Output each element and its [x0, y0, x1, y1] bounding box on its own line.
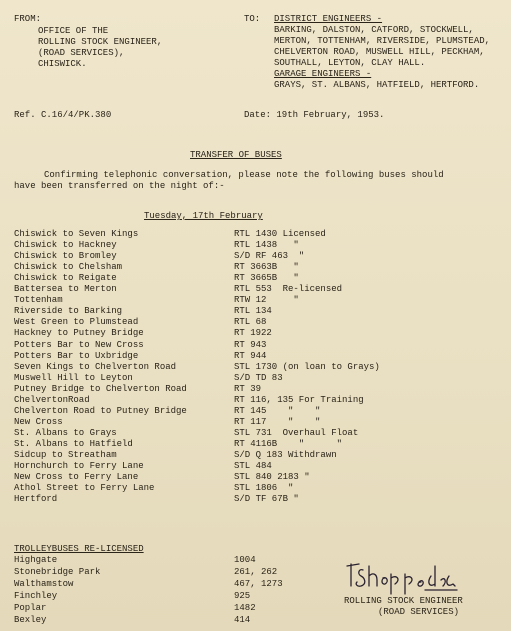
transfer-route: Seven Kings to Chelverton Road — [14, 361, 177, 372]
transfer-row — [14, 262, 504, 273]
intro-text: have been transferred on the night of:- — [14, 181, 225, 191]
signatory-title: ROLLING STOCK ENGINEER — [344, 596, 463, 606]
transfer-row — [14, 384, 504, 395]
trolleybus-number: 414 — [234, 614, 251, 625]
transfer-row — [14, 340, 504, 351]
transfer-route: Potters Bar to Uxbridge — [14, 350, 139, 361]
transfer-row — [14, 328, 504, 339]
transfer-bus: RT 944 — [234, 350, 267, 361]
transfer-bus: RTW 12 " — [234, 295, 299, 306]
transfer-row — [14, 428, 504, 439]
transfer-bus: RT 116, 135 For Training — [234, 394, 364, 405]
transfer-route: New Cross to Ferry Lane — [14, 472, 139, 483]
transfer-row — [14, 406, 504, 417]
trolleybus-depot: Bexley — [14, 614, 47, 625]
transfer-bus: STL 1730 (on loan to Grays) — [234, 361, 380, 372]
intro-text: Confirming telephonic conversation, please note the following buses should — [44, 170, 444, 180]
transfer-bus: STL 840 2183 " — [234, 472, 310, 483]
transfer-route: Riverside to Barking — [14, 306, 123, 317]
transfer-row — [14, 417, 504, 428]
from-line: CHISWICK. — [38, 59, 87, 69]
trolleybus-number: 1004 — [234, 555, 256, 565]
trolleybus-depot: Finchley — [14, 590, 58, 601]
from-line: ROLLING STOCK ENGINEER, — [38, 37, 163, 47]
transfer-bus: RT 3665B " — [234, 273, 299, 284]
trolleybus-row — [14, 615, 314, 626]
transfer-row — [14, 229, 504, 240]
signatory-dept: (ROAD SERVICES) — [378, 607, 460, 617]
to-line: DISTRICT ENGINEERS - — [274, 14, 383, 24]
memo-title: TRANSFER OF BUSES — [190, 150, 282, 160]
transfer-route: Chiswick to Chelsham — [14, 262, 123, 273]
transfer-route: Chiswick to Bromley — [14, 251, 117, 262]
transfer-row — [14, 251, 504, 262]
transfer-route: West Green to Plumstead — [14, 317, 139, 328]
transfer-route: Muswell Hill to Leyton — [14, 372, 133, 383]
transfer-route: Tottenham — [14, 295, 63, 306]
handwritten-signature-icon — [345, 560, 465, 600]
transfer-bus: RTL 134 — [234, 306, 272, 317]
transfer-bus: RT 117 " " — [234, 416, 321, 427]
transfer-bus: S/D RF 463 " — [234, 251, 305, 262]
transfer-row — [14, 472, 504, 483]
transfer-row — [14, 295, 504, 306]
trolleybus-row — [14, 603, 314, 614]
day-heading: Tuesday, 17th February — [144, 211, 263, 221]
transfer-row — [14, 483, 504, 494]
to-line: SOUTHALL, LEYTON, CLAY HALL. — [274, 58, 426, 68]
trolleybus-row — [14, 579, 314, 590]
transfer-bus: RTL 553 Re-licensed — [234, 284, 343, 295]
trolleybus-depot: Stonebridge Park — [14, 566, 101, 577]
transfer-route: St. Albans to Hatfield — [14, 438, 133, 449]
to-line: GRAYS, ST. ALBANS, HATFIELD, HERTFORD. — [274, 80, 480, 90]
transfer-bus: RT 145 " " — [234, 405, 321, 416]
to-line: GARAGE ENGINEERS - — [274, 69, 372, 79]
from-line: (ROAD SERVICES), — [38, 48, 125, 58]
transfer-route: Athol Street to Ferry Lane — [14, 483, 155, 494]
trolleybus-depot: Poplar — [14, 602, 47, 613]
transfer-route: Chiswick to Seven Kings — [14, 229, 139, 239]
trolleybus-depot: Walthamstow — [14, 578, 74, 589]
transfer-route: Hackney to Putney Bridge — [14, 328, 144, 339]
transfer-row — [14, 317, 504, 328]
transfer-row — [14, 494, 504, 505]
transfer-route: Hornchurch to Ferry Lane — [14, 461, 144, 472]
transfer-bus: RTL 1438 " — [234, 240, 299, 251]
trolleybus-depot: Highgate — [14, 555, 58, 565]
transfer-row — [14, 306, 504, 317]
transfer-bus: RT 1922 — [234, 328, 272, 339]
transfer-row — [14, 395, 504, 406]
transfer-bus: STL 484 — [234, 461, 272, 472]
trolleybus-heading: TROLLEYBUSES RE-LICENSED — [14, 544, 144, 554]
trolleybus-number: 467, 1273 — [234, 578, 283, 589]
reference: Ref. C.16/4/PK.380 — [14, 110, 112, 120]
signature — [345, 560, 465, 600]
transfer-bus: STL 1806 " — [234, 483, 294, 494]
transfer-bus: RTL 68 — [234, 317, 267, 328]
trolleybus-row — [14, 567, 314, 578]
transfer-bus: RT 3663B " — [234, 262, 299, 273]
transfer-route: Chiswick to Reigate — [14, 273, 117, 284]
to-line: BARKING, DALSTON, CATFORD, STOCKWELL, — [274, 25, 474, 35]
from-line: OFFICE OF THE — [38, 26, 109, 36]
transfer-bus: STL 731 Overhaul Float — [234, 427, 359, 438]
trolleybus-number: 261, 262 — [234, 566, 278, 577]
to-line: CHELVERTON ROAD, MUSWELL HILL, PECKHAM, — [274, 47, 485, 57]
trolleybus-row — [14, 555, 314, 566]
transfer-row — [14, 362, 504, 373]
trolleybus-number: 925 — [234, 590, 251, 601]
trolleybus-number: 1482 — [234, 602, 256, 613]
transfer-row — [14, 461, 504, 472]
transfer-route: New Cross — [14, 416, 63, 427]
trolleybus-row — [14, 591, 314, 602]
transfer-route: ChelvertonRoad — [14, 394, 90, 405]
transfer-row — [14, 240, 504, 251]
transfer-bus: RTL 1430 Licensed — [234, 229, 326, 239]
transfer-row — [14, 273, 504, 284]
transfer-row — [14, 450, 504, 461]
transfer-route: Chiswick to Hackney — [14, 240, 117, 251]
transfer-row — [14, 373, 504, 384]
transfer-route: Putney Bridge to Chelverton Road — [14, 383, 187, 394]
from-label: FROM: — [14, 14, 42, 24]
to-line: MERTON, TOTTENHAM, RIVERSIDE, PLUMSTEAD, — [274, 36, 491, 46]
transfer-route: Battersea to Merton — [14, 284, 117, 295]
transfer-bus: S/D TD 83 — [234, 372, 283, 383]
transfer-bus: RT 39 — [234, 383, 262, 394]
transfer-route: Potters Bar to New Cross — [14, 339, 144, 350]
memo-date: Date: 19th February, 1953. — [244, 110, 385, 120]
transfer-bus: S/D TF 67B " — [234, 494, 299, 505]
transfer-route: St. Albans to Grays — [14, 427, 117, 438]
transfer-route: Hertford — [14, 494, 58, 505]
transfer-route: Sidcup to Streatham — [14, 450, 117, 460]
transfer-row — [14, 284, 504, 295]
transfer-route: Chelverton Road to Putney Bridge — [14, 405, 187, 416]
transfer-row — [14, 439, 504, 450]
transfer-bus: S/D Q 183 Withdrawn — [234, 450, 337, 460]
transfer-row — [14, 351, 504, 362]
transfer-bus: RT 943 — [234, 339, 267, 350]
transfer-bus: RT 4116B " " — [234, 438, 343, 449]
to-label: TO: — [244, 14, 261, 24]
